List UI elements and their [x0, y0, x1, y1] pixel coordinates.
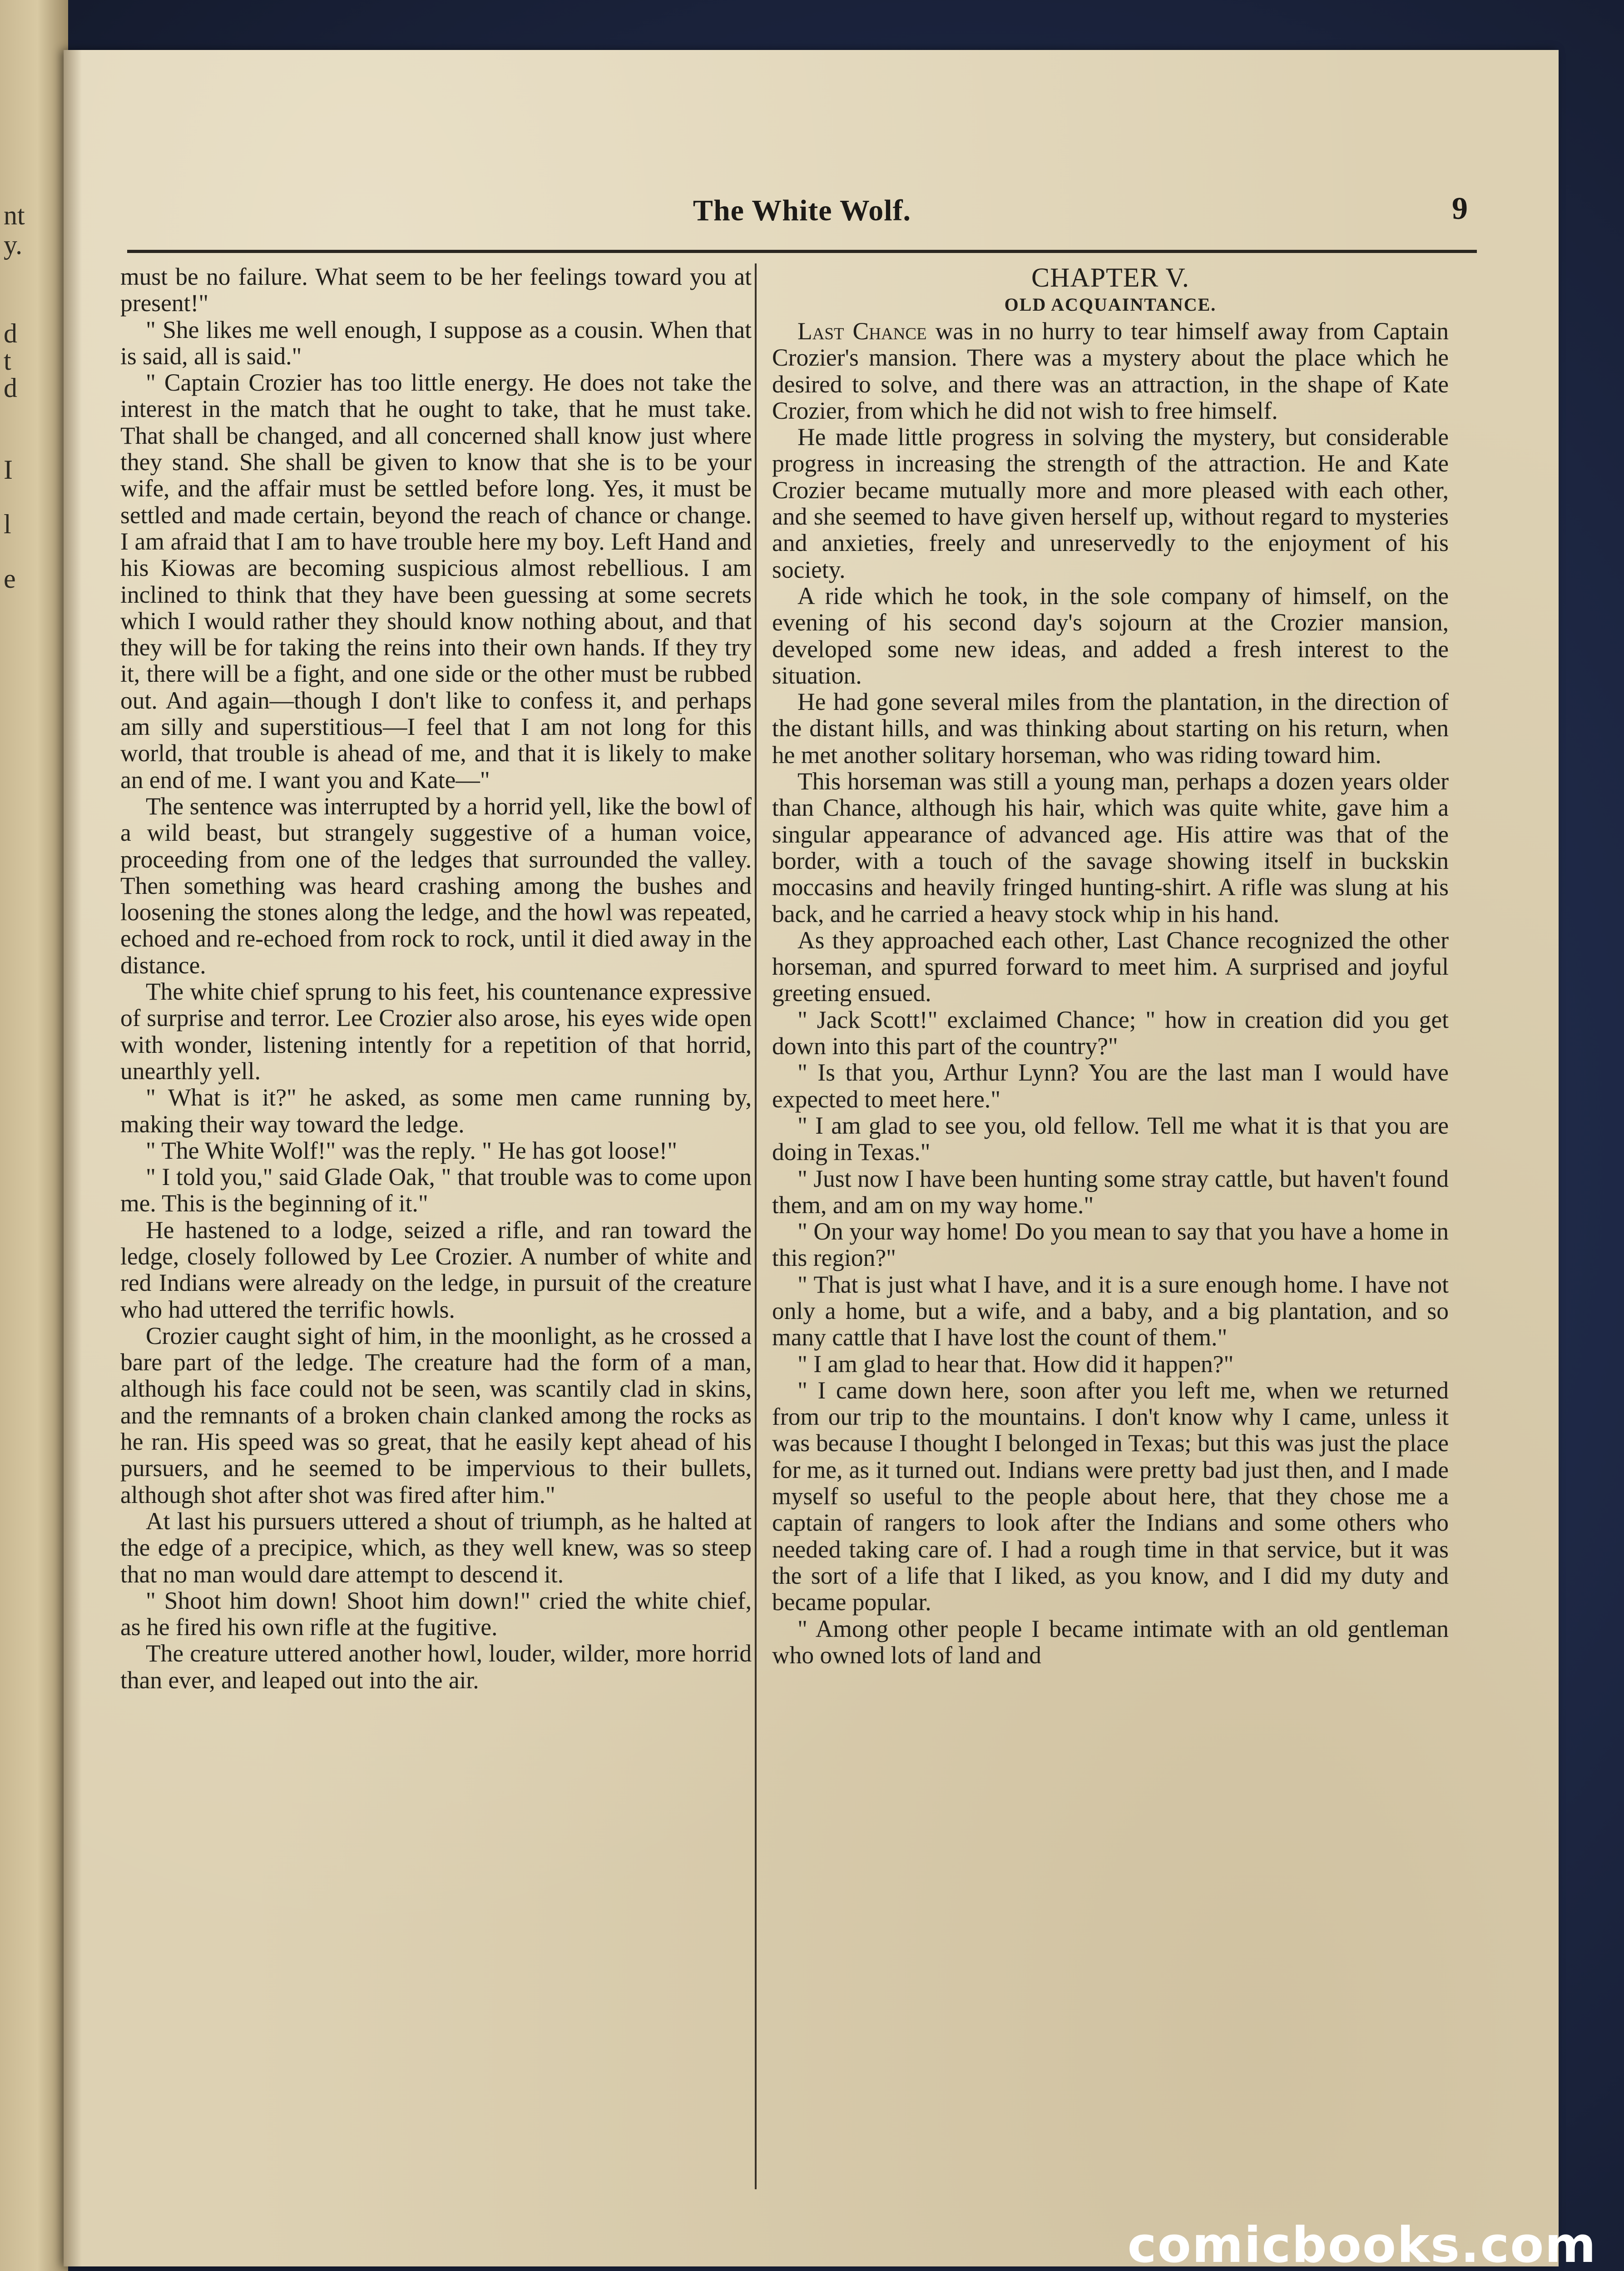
- previous-page-edge: [0, 0, 68, 2271]
- opening-words: Last Chance: [797, 317, 927, 345]
- paragraph: " The White Wolf!" was the reply. " He has got loose!": [146, 1136, 678, 1164]
- paragraph: The white chief sprung to his feet, his countenance expressive of surprise and terror. Lee Crozier also arose, his eyes wide open with wonder, listening intently for a repetition of that horrid, unearthly yell.: [120, 978, 752, 1085]
- chapter-title: CHAPTER V.: [1031, 263, 1189, 293]
- paragraph: This horseman was still a young man, perhaps a dozen years older than Chance, although his hair, which was quite white, gave him a singular appearance of advanced age. His attire was that of the border, with a touch of the savage showing itself in buckskin moccasins and heavily fringed hunting-shirt. A rifle was slung at his back, and he carried a heavy stock whip in his hand.: [772, 768, 1449, 927]
- right-column: [772, 263, 1449, 2198]
- paragraph: " Jack Scott!" exclaimed Chance; " how in creation did you get down into this part of the country?": [772, 1006, 1449, 1060]
- paragraph: He had gone several miles from the plantation, in the direction of the distant hills, and was thinking about starting on his return, when he met another solitary horseman, who was riding toward him.: [772, 688, 1449, 769]
- paragraph: At last his pursuers uttered a shout of triumph, as he halted at the edge of a precipice, which, as they well knew, was so steep that no man would dare attempt to descend it.: [120, 1507, 752, 1588]
- prev-page-fragment: nt: [4, 200, 25, 230]
- prev-page-fragment: t: [4, 346, 11, 376]
- paragraph: " I came down here, soon after you left me, when we returned from our trip to the mountains. I don't know why I came, unless it was because I thought I belonged in Texas; but this was just the place for me, as it turned out. Indians were pretty bad just then, and I made myself so useful to the people about here, that they chose me a captain of rangers to look after the Indians and some others who needed taking care of. I had a rough time in that service, but it was the sort of a life that I liked, as you know, and I did my duty and became popular.: [772, 1376, 1449, 1616]
- watermark: comicbooks.com: [1127, 2217, 1597, 2271]
- column-divider: [755, 263, 757, 2189]
- chapter-subtitle: OLD ACQUAINTANCE.: [1004, 294, 1217, 315]
- prev-page-fragment: d: [4, 373, 17, 403]
- page-number: 9: [1452, 191, 1468, 226]
- paragraph: The sentence was interrupted by a horrid yell, like the bowl of a wild beast, but strangely suggestive of a human voice, proceeding from one of the ledges that surrounded the valley. Then something was heard crashing among the bushes and loosening the stones along the ledge, and the howl was repeated, echoed and re-echoed from rock to rock, until it died away in the distance.: [120, 792, 752, 979]
- paragraph: " Shoot him down! Shoot him down!" cried the white chief, as he fired his own rifle at the fugitive.: [120, 1587, 752, 1641]
- paragraph: " She likes me well enough, I suppose as a cousin. When that is said, all is said.": [120, 316, 752, 370]
- left-column: [120, 263, 752, 2198]
- paragraph: " What is it?" he asked, as some men came running by, making their way toward the ledge.: [120, 1084, 752, 1138]
- paragraph: " That is just what I have, and it is a sure enough home. I have not only a home, but a wife, and a baby, and a big plantation, and so many cattle that I have lost the count of them.": [772, 1270, 1449, 1351]
- prev-page-fragment: y.: [4, 230, 23, 260]
- opening-paragraph: [772, 318, 1449, 424]
- paragraph: " Captain Crozier has too little energy. He does not take the interest in the match that he ought to take, that he must take. That shall be changed, and all concerned shall know just where they stand. She shall be given to know that she is to be your wife, and the affair must be settled before long. Yes, it must be settled and made certain, beyond the reach of chance or change. I am afraid that I am to have trouble here my boy. Left Hand and his Kiowas are becoming suspicious almost rebellious. I am inclined to think that they have been guessing at some secrets which I would rather they should know nothing about, and that they will be for taking the reins into their own hands. If they try it, there will be a fight, and one side or the other must be rubbed out. And again—though I don't like to confess it, and perhaps am silly and superstitious—I feel that I am not long for this world, that trouble is ahead of me, and that it is likely to make an end of me. I want you and Kate—": [120, 369, 752, 793]
- opening-paragraph-text: was in no hurry to tear himself away from Captain Crozier's mansion. There was a mystery about the place which he desired to solve, and there was an attraction, in the shape of Kate Crozier, from which he did not wish to free himself.: [772, 317, 1449, 424]
- paragraph: " Just now I have been hunting some stray cattle, but haven't found them, and am on my way home.": [772, 1165, 1449, 1219]
- running-header: [127, 191, 1477, 253]
- paragraph: As they approached each other, Last Chance recognized the other horseman, and spurred forward to meet him. A surprised and joyful greeting ensued.: [772, 926, 1449, 1007]
- paragraph: " Is that you, Arthur Lynn? You are the last man I would have expected to meet here.": [772, 1059, 1449, 1113]
- paragraph: " I am glad to see you, old fellow. Tell me what it is that you are doing in Texas.": [772, 1111, 1449, 1166]
- paragraph: " I am glad to hear that. How did it happen?": [797, 1350, 1234, 1378]
- paragraph: " Among other people I became intimate with an old gentleman who owned lots of land and: [772, 1615, 1449, 1669]
- prev-page-fragment: I: [4, 455, 13, 485]
- prev-page-fragment: e: [4, 564, 16, 594]
- paragraph: " On your way home! Do you mean to say that you have a home in this region?": [772, 1218, 1449, 1272]
- prev-page-fragment: l: [4, 509, 11, 539]
- book-page: [64, 50, 1559, 2266]
- paragraph: " I told you," said Glade Oak, " that trouble was to come upon me. This is the beginning of it.": [120, 1163, 752, 1217]
- paragraph: The creature uttered another howl, louder, wilder, more horrid than ever, and leaped out into the air.: [120, 1640, 752, 1694]
- paragraph: Crozier caught sight of him, in the moonlight, as he crossed a bare part of the ledge. The creature had the form of a man, although his face could not be seen, was scantily clad in skins, and the remnants of a broken chain clanked among the rocks as he ran. His speed was so great, that he easily kept ahead of his pursuers, and he seemed to be impervious to their bullets, although shot after shot was fired after him.": [120, 1322, 752, 1508]
- running-title: The White Wolf.: [693, 194, 911, 227]
- prev-page-fragment: d: [4, 318, 17, 348]
- paragraph: must be no failure. What seem to be her feelings toward you at present!": [120, 263, 752, 317]
- paragraph: He hastened to a lodge, seized a rifle, and ran toward the ledge, closely followed by Lee Crozier. A number of white and red Indians were already on the ledge, in pursuit of the creature who had uttered the terrific howls.: [120, 1216, 752, 1323]
- paragraph: A ride which he took, in the sole company of himself, on the evening of his second day's sojourn at the Crozier mansion, developed some new ideas, and added a fresh interest to the situation.: [772, 582, 1449, 689]
- paragraph: He made little progress in solving the mystery, but considerable progress in increasing the strength of the attraction. He and Kate Crozier became mutually more and more pleased with each other, and she seemed to have given herself up, without regard to mysteries and anxieties, freely and unreservedly to the enjoyment of his society.: [772, 423, 1449, 583]
